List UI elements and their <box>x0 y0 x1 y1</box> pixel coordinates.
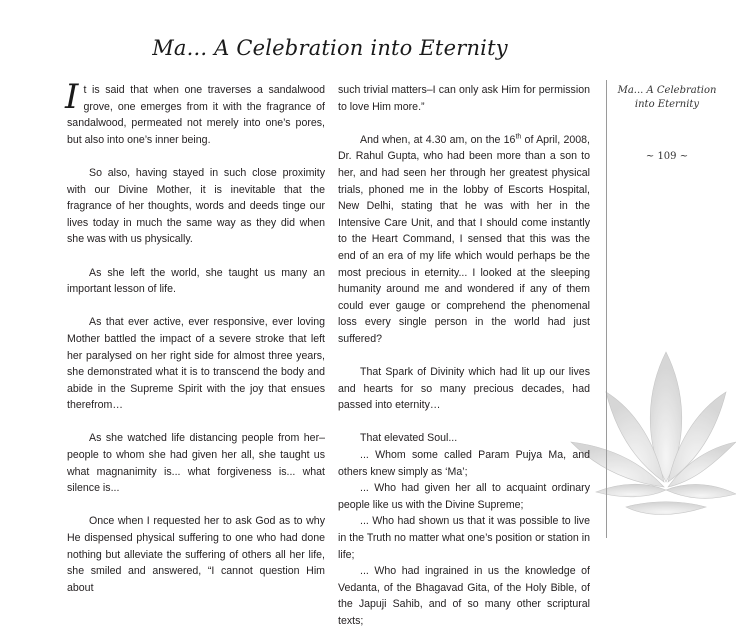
paragraph: Once when I requested her to ask God as to why He dispensed physical suffering to one who had done nothing but alleviate the suffering of others all her life, she smiled and answered, “I cannot question Him about <box>67 515 325 594</box>
paragraph: It is said that when one traverses a sandalwood grove, one emerges from it with the fragrance of sandalwood, permeated not merely into one’s pores, but also into one’s inner being. <box>65 77 325 146</box>
paragraph: As she left the world, she taught us many an important lesson of life. <box>67 266 325 296</box>
paragraph: And when, at 4.30 am, on the 16th of April, 2008, Dr. Rahul Gupta, who had been more than a son to her, and had seen her through her greatest physical trials, phoned me in the lobby of Escorts Hospital, New Delhi, stating that he was with her in the Intensive Care Unit, and that I should come instantly to the Heart Command, I sensed that this was the end of an era of my life which would perhaps be the most precious in eternity... I looked at the sleeping humanity around me and wondered if any of them could ever gauge or comprehend the phenomenal loss every single person in the world had just suffered? <box>338 133 590 345</box>
paragraph: such trivial matters–I can only ask Him for permission to love Him more.” <box>338 84 590 113</box>
running-header: Ma... A Celebration into Eternity <box>617 85 717 110</box>
right-text-column <box>338 82 590 630</box>
paragraph: That Spark of Divinity which had lit up our lives and hearts for so many precious decades, had passed into eternity… <box>338 366 590 412</box>
left-text-column <box>65 77 325 613</box>
paragraph: As she watched life distancing people from her– people to whom she had given her all, she taught us what magnanimity is... what forgiveness is... what silence is... <box>67 432 325 495</box>
paragraph: ... Who had shown us that it was possible to live in the Truth no matter what one’s position or station in life; <box>338 515 590 561</box>
paragraph: That elevated Soul... <box>360 432 458 445</box>
paragraph: As that ever active, ever responsive, ever loving Mother battled the impact of a severe stroke that left her paralysed on her right side for almost three years, she demonstrated what it is to transcend the body and abide in the Supreme Spirit with the joy that ensues therefrom… <box>67 316 325 412</box>
paragraph: ... Who had ingrained in us the knowledge of Vedanta, of the Bhagavad Gita, of the Holy Bible, of the Japuji Sahib, and of so many other scriptural texts; <box>338 565 590 627</box>
paragraph: ... Who had given her all to acquaint ordinary people like us with the Divine Supreme; <box>338 482 590 511</box>
paragraph: So also, having stayed in such close proximity with our Divine Mother, it is inevitable that the fragrance of her thoughts, words and deeds tinge our lives today in much the same way as they did when she was with us physically. <box>67 166 325 246</box>
page-number: ~ 109 ~ <box>645 151 689 162</box>
page-title: Ma... A Celebration into Eternity <box>152 36 508 60</box>
lotus-flower-icon <box>566 322 736 542</box>
drop-cap: I <box>65 77 79 117</box>
paragraph: ... Whom some called Param Pujya Ma, and others knew simply as ‘Ma’; <box>338 449 590 478</box>
side-divider <box>606 80 607 538</box>
